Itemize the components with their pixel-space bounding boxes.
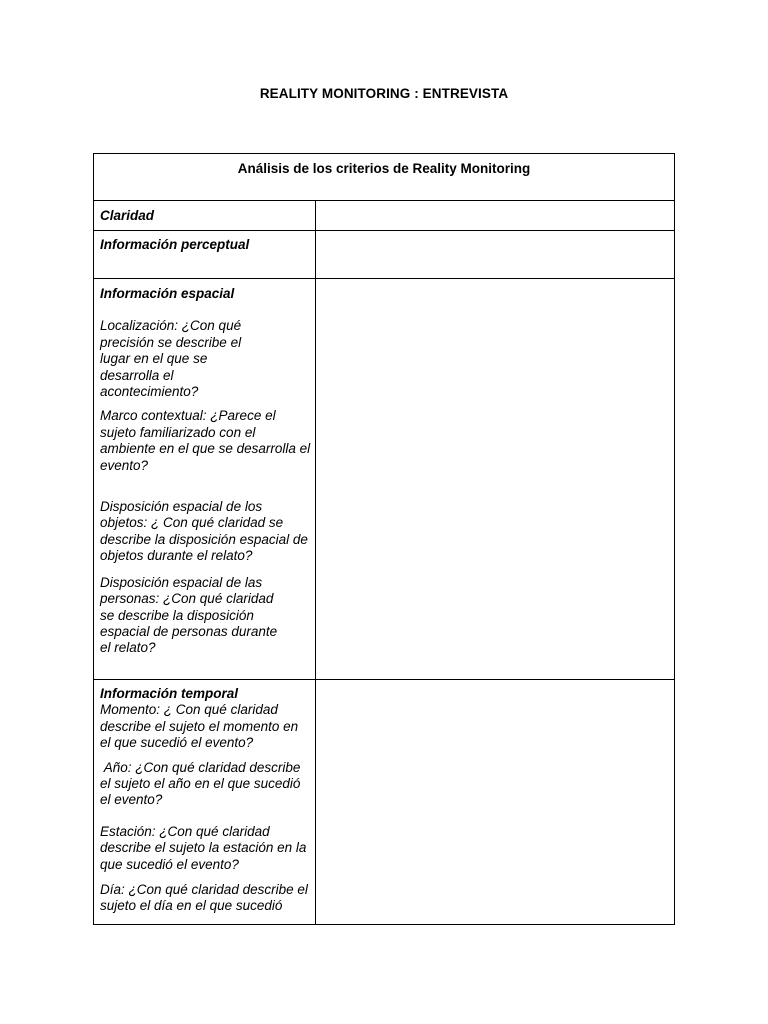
answer-cell-claridad[interactable]	[316, 201, 674, 230]
criterion-disposicion-personas: Disposición espacial de las personas: ¿Con qué claridad se describe la disposición espacial de personas durante el relato?	[100, 574, 278, 656]
answer-cell-perceptual[interactable]	[316, 231, 674, 278]
table-row-perceptual	[100, 237, 312, 253]
document-title: REALITY MONITORING : ENTREVISTA	[259, 86, 509, 101]
criterion-marco-contextual: Marco contextual: ¿Parece el sujeto familiarizado con el ambiente en el que se desarrolla el evento?	[100, 408, 311, 473]
criterion-dia: Día: ¿Con qué claridad describe el sujeto el día en el que sucedió	[100, 882, 308, 914]
row-label: Información perceptual	[100, 237, 250, 252]
row-label: Información espacial	[100, 286, 235, 301]
table-header: Análisis de los criterios de Reality Monitoring	[237, 161, 531, 176]
answer-cell-espacial[interactable]	[316, 279, 674, 679]
row-label: Información temporal	[100, 686, 239, 701]
criterion-anio: Año: ¿Con qué claridad describe el sujeto el año en el que sucedió el evento?	[100, 759, 305, 808]
table-row-claridad	[100, 208, 312, 224]
criterion-localizacion: Localización: ¿Con qué precisión se describe el lugar en el que se desarrolla el acontecimiento?	[100, 318, 242, 400]
criterion-estacion: Estación: ¿Con qué claridad describe el sujeto la estación en la que sucedió el evento?	[100, 823, 307, 872]
answer-cell-temporal[interactable]	[316, 680, 674, 925]
table-row-temporal	[100, 686, 312, 915]
row-label: Claridad	[100, 208, 155, 223]
criteria-table	[93, 153, 675, 925]
table-row-espacial	[100, 286, 312, 657]
criterion-momento: Momento: ¿ Con qué claridad describe el sujeto el momento en el que sucedió el evento?	[100, 702, 299, 751]
criterion-disposicion-objetos: Disposición espacial de los objetos: ¿ Con qué claridad se describe la disposición espacial de objetos durante el relato?	[100, 499, 308, 564]
